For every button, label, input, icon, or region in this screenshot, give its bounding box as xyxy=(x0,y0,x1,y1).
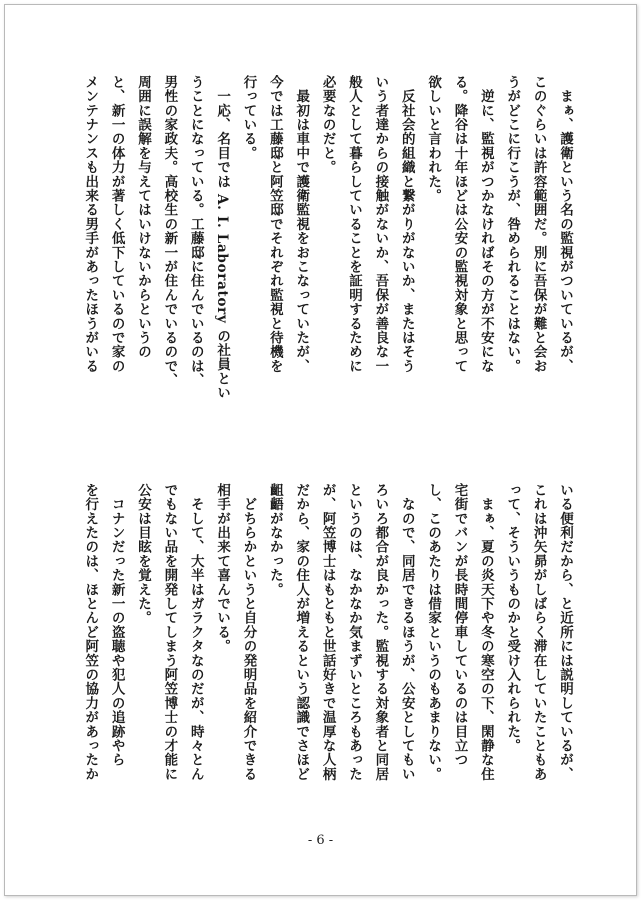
lower-text-block xyxy=(79,483,580,843)
text-line: ろいろ都合が良かった。監視する対象者と同居 xyxy=(372,483,389,782)
text-line: 行っている。 xyxy=(240,75,257,161)
text-line: うがどこに行こうが、咎められることはない。 xyxy=(504,75,521,374)
text-line: 反社会的組織と繋がりがないか、またはそう xyxy=(398,75,415,374)
text-line: でもない品を開発してしまう阿笠博士の才能に xyxy=(161,483,178,782)
text-line: だから、家の住人が増えるという認識でさほど xyxy=(293,483,310,782)
text-line: まぁ、夏の炎天下や冬の寒空の下、閑静な住 xyxy=(477,483,494,782)
text-line: いう者達からの接触がないか、吾保が善良な一 xyxy=(372,75,389,374)
text-line: このぐらいは許容範囲だ。別に吾保が難と会お xyxy=(530,75,547,374)
text-line: 男性の家政夫。高校生の新一が住んでいるので、 xyxy=(161,75,178,388)
text-line: 齟齬がなかった。 xyxy=(266,483,283,597)
text-line: を行えたのは、ほとんど阿笠の協力があったか xyxy=(82,483,99,782)
text-line: 欲しいと言われた。 xyxy=(425,75,442,203)
upper-text-block xyxy=(79,75,580,435)
document-page xyxy=(4,4,637,896)
text-line: なので、同居できるほうが、公安としてもい xyxy=(398,483,415,782)
text-line: し、このあたりは借家というのもあまりない。 xyxy=(425,483,442,782)
text-line: メンテナンスも出来る男手があったほうがいる xyxy=(82,75,99,374)
text-line: コナンだった新一の盗聴や犯人の追跡やら xyxy=(108,483,125,767)
text-line: 必要なのだと。 xyxy=(319,75,336,175)
page-number: - 6 - xyxy=(307,833,334,848)
text-line: って、そういうものかと受け入れられた。 xyxy=(504,483,521,753)
text-line: これは沖矢昴がしばらく滞在していたこともあ xyxy=(530,483,547,782)
text-line: が、阿笠博士はもともと世話好きで温厚な人柄 xyxy=(319,483,336,782)
text-line: まぁ、護衛という名の監視がついているが、 xyxy=(557,75,573,374)
text-line: いる便利だから、と近所には説明しているが、 xyxy=(557,483,573,782)
text-line: 宅街でバンが長時間停車しているのは目立つ xyxy=(451,483,468,767)
text-line: うことになっている。工藤邸に住んでいるのは、 xyxy=(187,75,204,388)
text-line: る。降谷は十年ほどは公安の監視対象と思って xyxy=(451,75,468,374)
text-line: 相手が出来て喜んでいる。 xyxy=(214,483,231,654)
text-line: というのは、なかなか気まずいところもあった xyxy=(346,483,362,782)
text-line: 般人として暮らしていることを証明するために xyxy=(346,75,362,374)
text-line: 周囲に誤解を与えてはいけないからというの xyxy=(135,75,151,359)
text-line: 公安は目眩を覚えた。 xyxy=(135,483,151,625)
text-line: そして、大半はガラクタなのだが、時々とん xyxy=(187,483,204,782)
text-line: 最初は車中で護衛監視をおこなっていたが、 xyxy=(293,75,310,374)
text-line: 逆に、監視がつかなければその方が不安にな xyxy=(477,75,494,374)
text-line: 一応、名目では A. I. Laboratory の社員とい xyxy=(214,75,231,400)
text-line: どちらかというと自分の発明品を紹介できる xyxy=(240,483,257,782)
text-line: 今では工藤邸と阿笠邸でそれぞれ監視と待機を xyxy=(266,75,283,374)
text-line: と、新一の体力が著しく低下しているので家の xyxy=(108,75,125,374)
